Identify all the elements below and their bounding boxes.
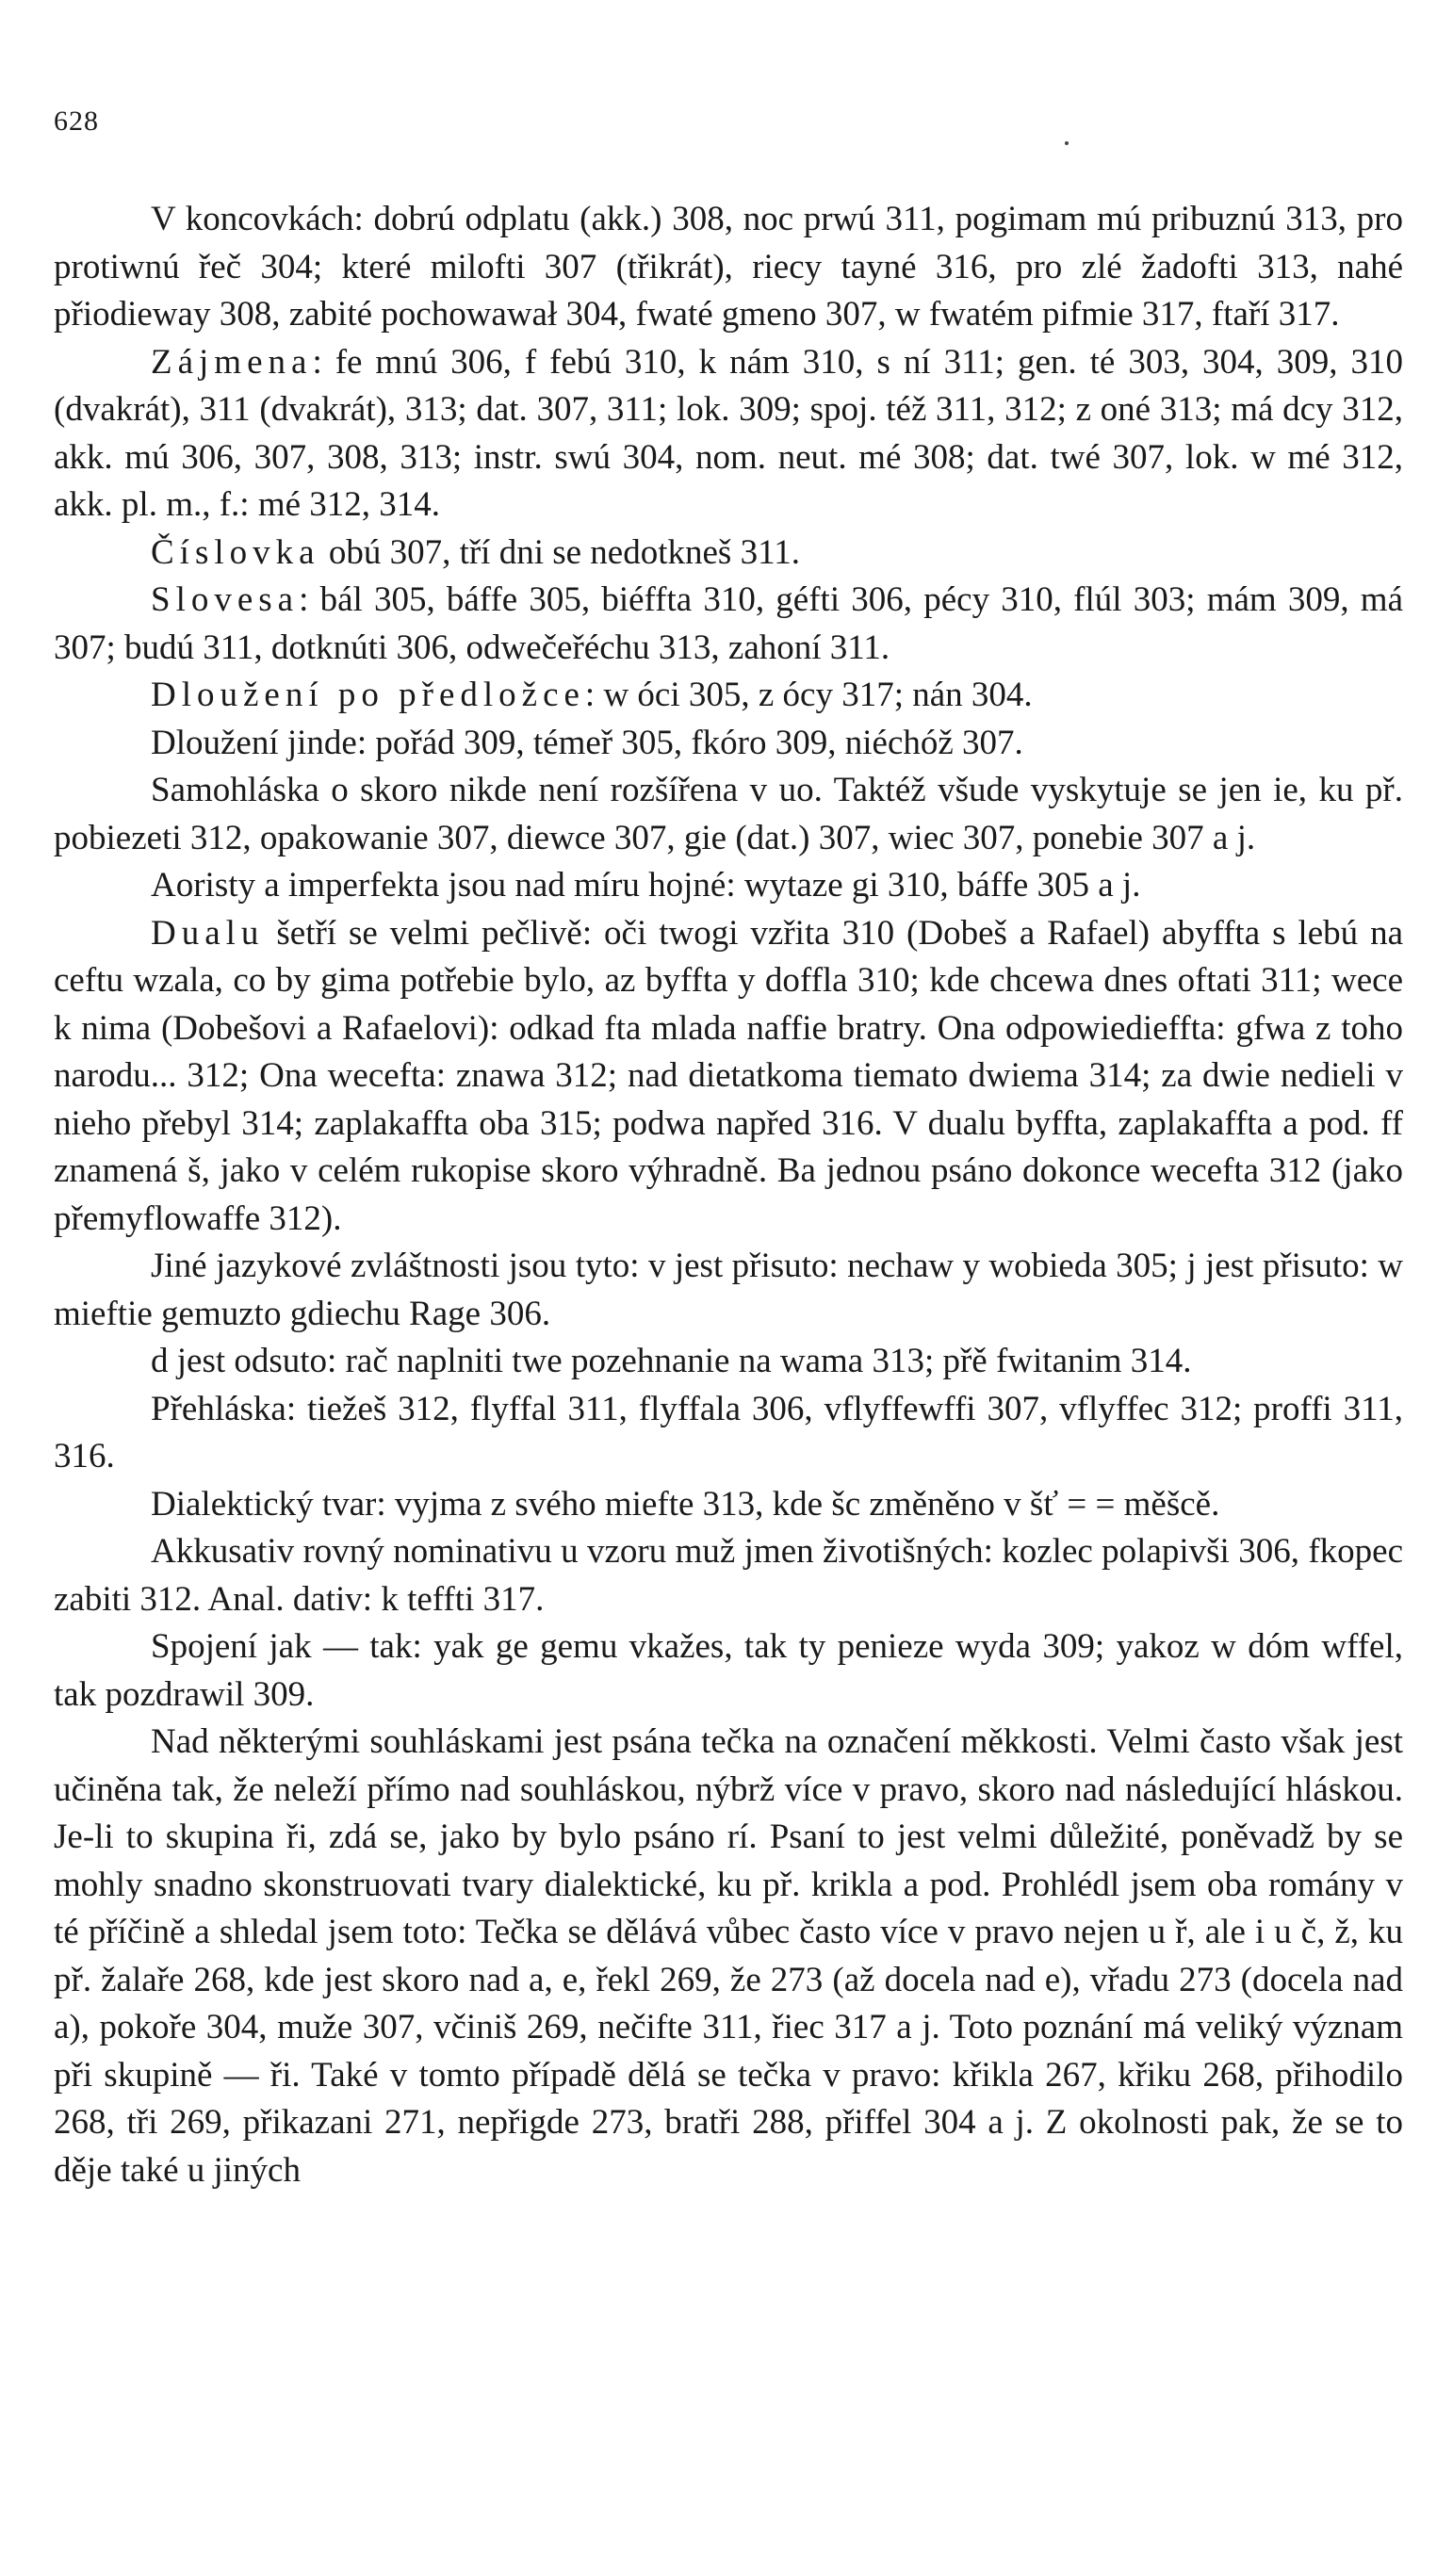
paragraph-text: obú 307, tří dni se nedotkneš 311. [319, 532, 800, 572]
paragraph-heading: Dualu [151, 913, 265, 953]
paragraph [54, 196, 1403, 339]
paragraph [54, 910, 1403, 1244]
paragraph [54, 530, 1403, 578]
paragraph-text: d jest odsuto: rač naplniti twe pozehnanie na wama 313; přě fwitanim 314. [151, 1342, 1192, 1380]
paragraph-text: Dialektický tvar: vyjma z svého miefte 313, kde šc změněno v šť = = měšcě. [151, 1484, 1220, 1524]
paragraph-text: Jiné jazykové zvláštnosti jsou tyto: v jest přisuto: nechaw y wobieda 305; j jest přisuto: w mieftie gemuzto gdiechu Rage 306. [54, 1247, 1403, 1333]
paragraph [54, 1528, 1403, 1623]
paragraph [54, 339, 1403, 530]
ink-speck [1065, 141, 1069, 145]
paragraph [54, 1719, 1403, 2194]
paragraph-text: Přehláska: tiežeš 312, flyffal 311, flyffala 306, vflyffewffi 307, vflyffec 312; proffi 311, 316. [54, 1389, 1403, 1475]
paragraph [54, 1243, 1403, 1338]
paragraph [54, 862, 1403, 910]
page-number: 628 [54, 106, 99, 137]
paragraph [54, 1481, 1403, 1529]
paragraph-text: Spojení jak — tak: yak ge gemu vkažes, tak ty penieze wyda 309; yakoz w dóm wffel, tak pozdrawil 309. [54, 1627, 1403, 1714]
paragraph-heading: Zájmena [151, 342, 313, 382]
body-text [54, 196, 1403, 2194]
paragraph-heading: Číslovka [151, 532, 320, 572]
paragraph [54, 1623, 1403, 1719]
paragraph [54, 1386, 1403, 1481]
paragraph-text: šetří se velmi pečlivě: oči twogi vzřita 310 (Dobeš a Rafael) abyffta s lebú na ceftu wzala, co by gima potřebie bylo, az byffta y doffla 310; kde chcewa dnes oftati 311; wece k nima (Dobešovi a Rafaelovi): odkad fta mlada naffie bratry. Ona odpowiedieffta: gfwa z toho narodu... 312; Ona wecefta: znawa 312; nad dietatkoma tiemato dwiema 314; za dwie nedieli v nieho přebyl 314; zaplakaffta oba 315; podwa napřed 316. V dualu byffta, zaplakaffta a pod. ff znamená š, jako v celém rukopise skoro výhradně. Ba jednou psáno dokonce wecefta 312 (jako přemyflowaffe 312). [54, 913, 1403, 1238]
paragraph-text: Akkusativ rovný nominativu u vzoru muž jmen životišných: kozlec polapivši 306, fkopec zabiti 312. Anal. dativ: k teffti 317. [54, 1532, 1403, 1619]
paragraph [54, 672, 1403, 720]
paragraph-text: Nad některými souhláskami jest psána tečka na označení měkkosti. Velmi často však jest učiněna tak, že neleží přímo nad souhláskou, nýbrž více v pravo, skoro nad následující hláskou. Je-li to skupina ři, zdá se, jako by bylo psáno rí. Psaní to jest velmi důležité, poněvadž by se mohly snadno skonstruovati tvary dialektické, ku př. krikla a pod. Prohlédl jsem oba romány v té příčině a shledal jsem toto: Tečka se dělává vůbec často více v pravo nejen u ř, ale i u č, ž, ku př. žalaře 268, kde jest skoro nad a, e, řekl 269, že 273 (až docela nad e), vřadu 273 (docela nad a), pokoře 304, muže 307, včiniš 269, nečifte 311, řiec 317 a j. Toto poznání má veliký význam při skupině — ři. Také v tomto případě dělá se tečka v pravo: křikla 267, křiku 268, přihodilo 268, tři 269, přikazani 271, nepřigde 273, bratři 288, přiffel 304 a j. Z okolnosti pak, že se to děje také u jiných [54, 1722, 1403, 2190]
paragraph [54, 767, 1403, 862]
paragraph-heading: Slovesa [151, 580, 300, 619]
paragraph-heading: Dloužení po předložce [151, 676, 585, 714]
paragraph-text: Samohláska o skoro nikde není rozšířena v uo. Taktéž všude vyskytuje se jen ie, ku př. pobiezeti 312, opakowanie 307, diewce 307, gie (dat.) 307, wiec 307, ponebie 307 a j. [54, 771, 1403, 857]
paragraph [54, 1338, 1403, 1386]
paragraph [54, 720, 1403, 768]
paragraph-text: : fe mnú 306, f febú 310, k nám 310, s ní 311; gen. té 303, 304, 309, 310 (dvakrát), 311 (dvakrát), 313; dat. 307, 311; lok. 309; spoj. též 311, 312; z oné 313; má dcy 312, akk. mú 306, 307, 308, 313; instr. swú 304, nom. neut. mé 308; dat. twé 307, lok. w mé 312, akk. pl. m., f.: mé 312, 314. [54, 342, 1403, 524]
paragraph-text: : w óci 305, z ócy 317; nán 304. [584, 676, 1033, 714]
paragraph-text: Dloužení jinde: pořád 309, témeř 305, fkóro 309, niéchóž 307. [151, 723, 1023, 762]
paragraph-text: : bál 305, báffe 305, biéffta 310, géfti 306, pécy 310, flúl 303; mám 309, má 307; budú 311, dotknúti 306, odwečeřéchu 313, zahoní 311. [54, 580, 1403, 667]
paragraph [54, 577, 1403, 672]
paragraph-text: V koncovkách: dobrú odplatu (akk.) 308, noc prwú 311, pogimam mú pribuznú 313, pro protiwnú řeč 304; které milofti 307 (třikrát), riecy tayné 316, pro zlé žadofti 313, nahé přiodieway 308, zabité pochowawał 304, fwaté gmeno 307, w fwatém pifmie 317, ftaří 317. [54, 200, 1403, 334]
paragraph-text: Aoristy a imperfekta jsou nad míru hojné: wytaze gi 310, báffe 305 a j. [151, 866, 1141, 905]
